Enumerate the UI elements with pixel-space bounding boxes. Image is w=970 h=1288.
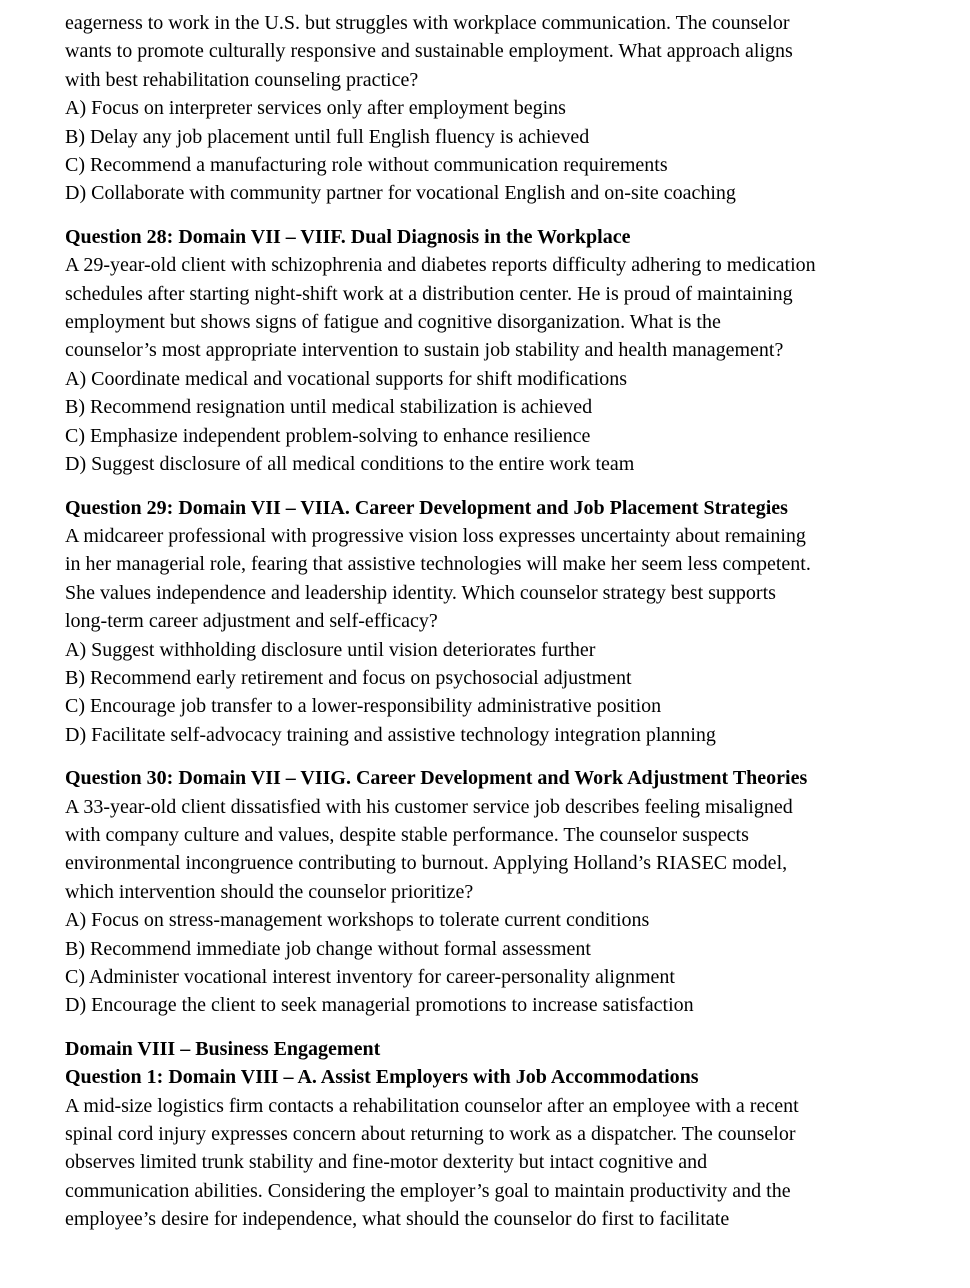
- text-line: B) Recommend early retirement and focus on psychosocial adjustment: [65, 666, 632, 689]
- text-line: in her managerial role, fearing that assistive technologies will make her seem less competent.: [65, 553, 811, 576]
- text-line: communication abilities. Considering the employer’s goal to maintain productivity and the: [65, 1179, 791, 1202]
- text-line: with best rehabilitation counseling practice?: [65, 68, 419, 91]
- text-line: B) Delay any job placement until full English fluency is achieved: [65, 125, 590, 148]
- text-line: B) Recommend resignation until medical stabilization is achieved: [65, 396, 593, 419]
- text-line: B) Recommend immediate job change without formal assessment: [65, 937, 591, 960]
- heading-line: Question 29: Domain VII – VIIA. Career Development and Job Placement Strategies: [65, 496, 788, 519]
- text-line: C) Encourage job transfer to a lower-responsibility administrative position: [65, 695, 662, 718]
- domain-viii-question-1: [65, 1035, 930, 1234]
- question-29: [65, 494, 930, 750]
- heading-line: Question 1: Domain VIII – A. Assist Employers with Job Accommodations: [65, 1066, 699, 1089]
- text-line: eagerness to work in the U.S. but struggles with workplace communication. The counselor: [65, 12, 790, 34]
- heading-line: Question 30: Domain VII – VIIG. Career Development and Work Adjustment Theories: [65, 767, 808, 790]
- text-line: A) Suggest withholding disclosure until vision deteriorates further: [65, 638, 596, 661]
- text-line: employment but shows signs of fatigue and cognitive disorganization. What is the: [65, 311, 721, 334]
- text-line: schedules after starting night-shift work at a distribution center. He is proud of maintaining: [65, 282, 793, 305]
- question-28: [65, 223, 930, 479]
- text-line: which intervention should the counselor prioritize?: [65, 880, 474, 903]
- text-line: D) Facilitate self-advocacy training and assistive technology integration planning: [65, 723, 716, 746]
- text-line: counselor’s most appropriate intervention to sustain job stability and health management?: [65, 339, 784, 362]
- text-line: A) Coordinate medical and vocational supports for shift modifications: [65, 367, 628, 390]
- text-line: D) Collaborate with community partner for vocational English and on-site coaching: [65, 182, 736, 205]
- text-line: A 29-year-old client with schizophrenia and diabetes reports difficulty adhering to medication: [65, 254, 816, 277]
- text-line: with company culture and values, despite stable performance. The counselor suspects: [65, 823, 749, 846]
- document-content: [65, 9, 930, 1234]
- text-line: A mid-size logistics firm contacts a rehabilitation counselor after an employee with a recent: [65, 1094, 799, 1117]
- text-line: C) Administer vocational interest inventory for career-personality alignment: [65, 966, 675, 988]
- question-30: [65, 764, 930, 1020]
- text-line: observes limited trunk stability and fine-motor dexterity but intact cognitive and: [65, 1151, 708, 1174]
- text-line: environmental incongruence contributing to burnout. Applying Holland’s RIASEC model,: [65, 852, 788, 875]
- question-27-continuation: [65, 9, 930, 208]
- text-line: A 33-year-old client dissatisfied with his customer service job describes feeling misaligned: [65, 795, 793, 818]
- text-line: long-term career adjustment and self-efficacy?: [65, 610, 438, 633]
- heading-line: Question 28: Domain VII – VIIF. Dual Diagnosis in the Workplace: [65, 225, 631, 248]
- text-line: A) Focus on interpreter services only after employment begins: [65, 97, 566, 120]
- text-line: D) Encourage the client to seek managerial promotions to increase satisfaction: [65, 994, 694, 1017]
- text-line: spinal cord injury expresses concern about returning to work as a dispatcher. The counselor: [65, 1123, 796, 1146]
- text-line: D) Suggest disclosure of all medical conditions to the entire work team: [65, 453, 635, 476]
- text-line: A) Focus on stress-management workshops to tolerate current conditions: [65, 909, 650, 932]
- text-line: C) Emphasize independent problem-solving to enhance resilience: [65, 424, 591, 447]
- heading-line: Domain VIII – Business Engagement: [65, 1037, 381, 1060]
- text-line: A midcareer professional with progressive vision loss expresses uncertainty about remaining: [65, 524, 806, 547]
- text-line: employee’s desire for independence, what should the counselor do first to facilitate: [65, 1208, 730, 1231]
- text-line: C) Recommend a manufacturing role without communication requirements: [65, 154, 668, 177]
- text-line: She values independence and leadership identity. Which counselor strategy best supports: [65, 581, 776, 604]
- text-line: wants to promote culturally responsive and sustainable employment. What approach aligns: [65, 40, 793, 63]
